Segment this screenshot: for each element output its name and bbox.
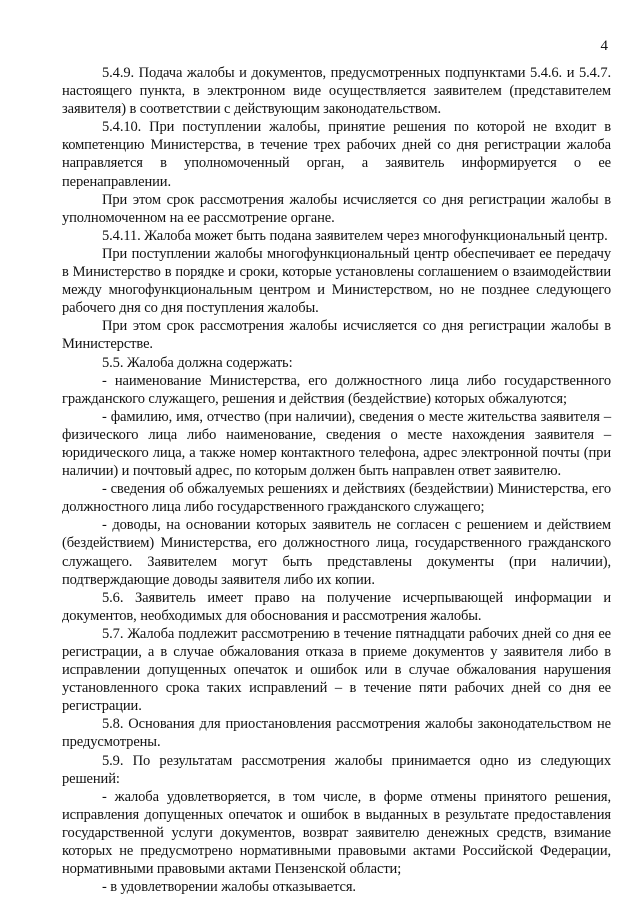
paragraph-5-8: 5.8. Основания для приостановления рассмотрения жалобы законодательством не предусмотрены. [62,716,611,751]
paragraph-5-9: 5.9. По результатам рассмотрения жалобы принимается одно из следующих решений: [62,752,611,787]
paragraph-5-7: 5.7. Жалоба подлежит рассмотрению в течение пятнадцати рабочих дней со дня ее регистрации, а в случае обжалования отказа в приеме документов у заявителя либо в исправлении допущенных опечаток и ошибок или в случае обжалования нарушения установленного срока таких исправлений – в течение пяти рабочих дней со дня ее регистрации. [62,625,611,715]
list-item-arguments: - доводы, на основании которых заявитель не согласен с решением и действием (бездействием) Министерства, его должностного лица, государственного гражданского служащего. Заявителем могут быть представлены документы (при наличии), подтверждающие доводы заявителя либо их копии. [62,517,611,588]
list-item-ministry-name: - наименование Министерства, его должностного лица либо государственного гражданского служащего, решения и действия (бездействие) которых обжалуются; [62,372,611,407]
paragraph-5-4-11-term: При этом срок рассмотрения жалобы исчисляется со дня регистрации жалобы в Министерстве. [62,318,611,353]
paragraph-5-4-10: 5.4.10. При поступлении жалобы, принятие решения по которой не входит в компетенцию Министерства, в течение трех рабочих дней со дня регистрации жалоба направляется в уполномоченный орган, а заявитель информируется о ее перенаправлении. [62,119,611,190]
list-item-applicant-details: - фамилию, имя, отчество (при наличии), сведения о месте жительства заявителя – физического лица либо наименование, сведения о месте нахождения заявителя – юридического лица, а также номер контактного телефона, адрес электронной почты (при наличии) и почтовый адрес, по которым должен быть направлен ответ заявителю. [62,408,611,480]
list-item-appealed-decisions: - сведения об обжалуемых решениях и действиях (бездействии) Министерства, его должностного лица либо государственного гражданского служащего; [62,481,611,516]
list-item-complaint-satisfied: - жалоба удовлетворяется, в том числе, в форме отмены принятого решения, исправления допущенных опечаток и ошибок в выданных в результате предоставления государственной услуги документов, возврат заявителю денежных средств, взимание которых не предусмотрено нормативными правовыми актами Российской Федерации, нормативными правовыми актами Пензенской области; [62,788,611,878]
document-body [62,64,611,896]
paragraph-5-4-11: 5.4.11. Жалоба может быть подана заявителем через многофункциональный центр. [102,227,608,244]
page-number: 4 [600,38,608,54]
paragraph-5-4-9: 5.4.9. Подача жалобы и документов, предусмотренных подпунктами 5.4.6. и 5.4.7. настоящего пункта, в электронном виде осуществляется заявителем (представителем заявителя) в соответствии с действующим законодательством. [62,65,611,118]
paragraph-5-5: 5.5. Жалоба должна содержать: [102,354,293,371]
paragraph-5-4-10-term: При этом срок рассмотрения жалобы исчисляется со дня регистрации жалобы в уполномоченном на ее рассмотрение органе. [62,191,611,226]
paragraph-5-6: 5.6. Заявитель имеет право на получение исчерпывающей информации и документов, необходимых для обоснования и рассмотрения жалобы. [62,589,611,624]
list-item-complaint-rejected: - в удовлетворении жалобы отказывается. [102,879,356,896]
paragraph-5-4-11-transfer: При поступлении жалобы многофункциональный центр обеспечивает ее передачу в Министерство в порядке и сроки, которые установлены соглашением о взаимодействии между многофункциональным центром и Министерством, но не позднее следующего рабочего дня со дня поступления жалобы. [62,245,611,317]
